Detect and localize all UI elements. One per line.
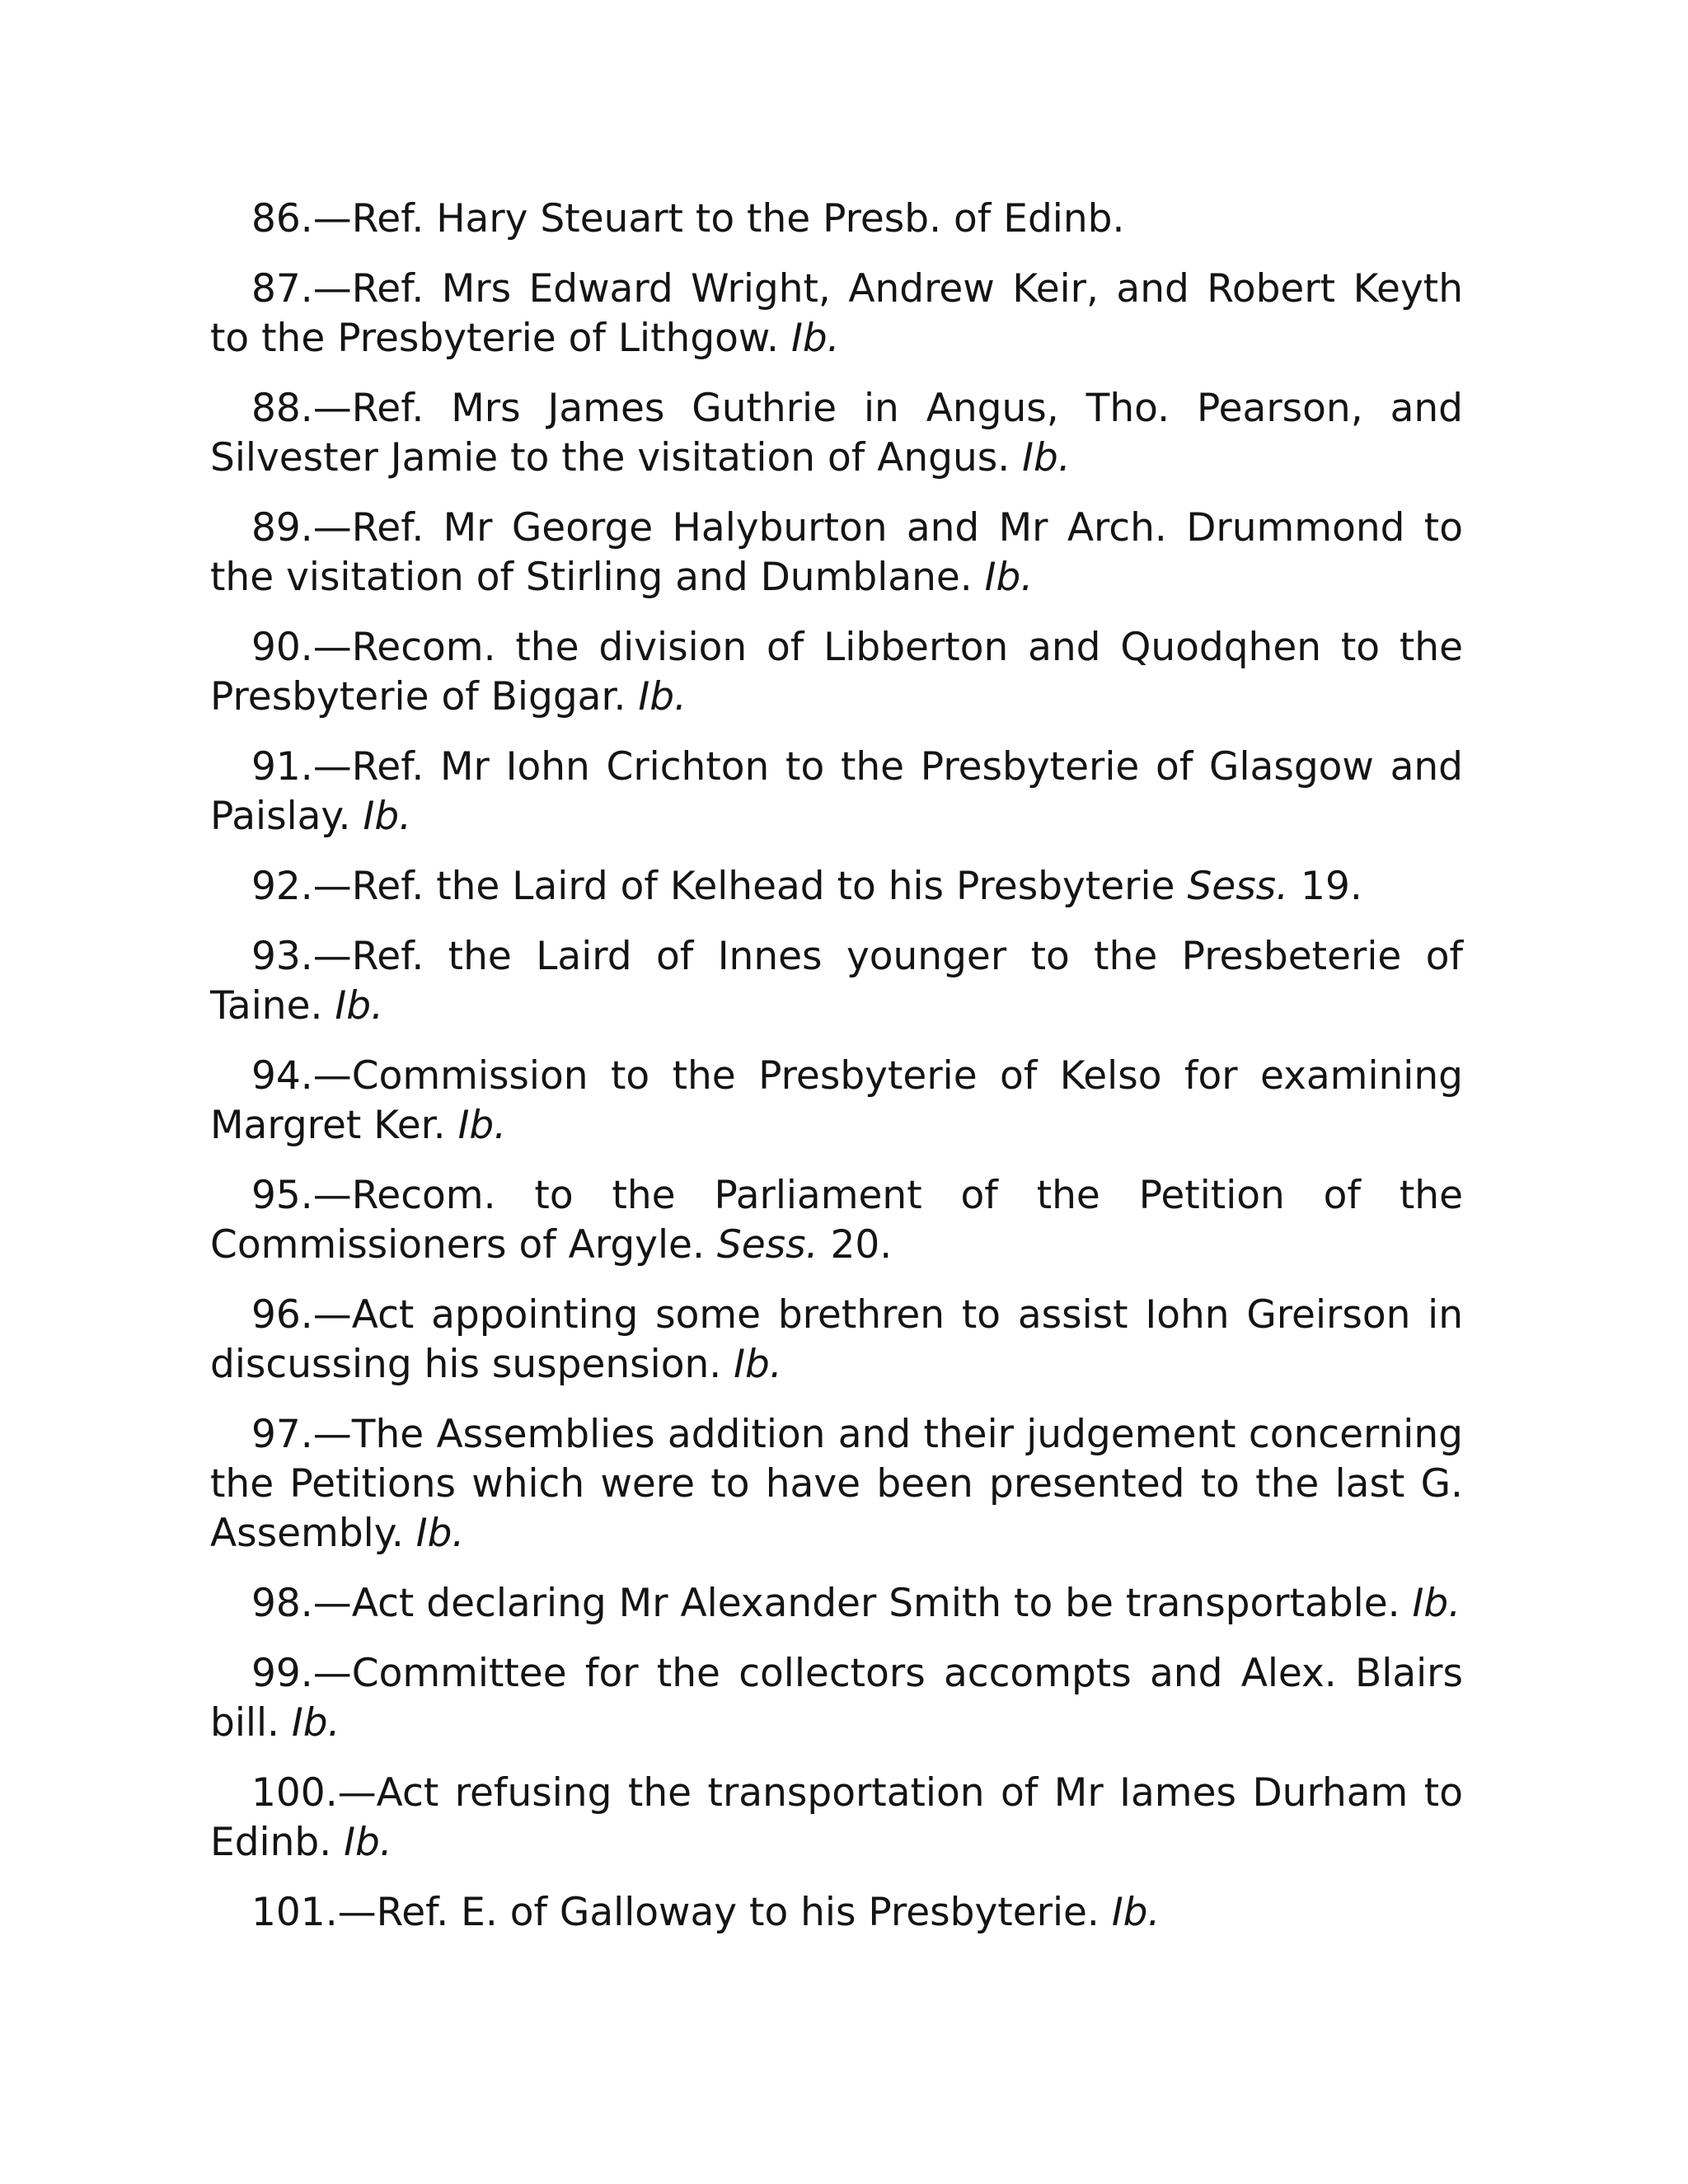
entry-reference: Ib. bbox=[984, 555, 1034, 600]
entry-text: 101.—Ref. E. of Galloway to his Presbyterie. bbox=[251, 1890, 1100, 1935]
entry-89 bbox=[210, 504, 1463, 602]
entry-text: 90.—Recom. the division of Libberton and Quodqhen to the Presbyterie of Biggar. bbox=[210, 625, 1463, 719]
entry-91 bbox=[210, 743, 1463, 841]
entry-reference: Ib. bbox=[457, 1103, 507, 1148]
entry-101 bbox=[210, 1888, 1463, 1938]
entry-reference: Ib. bbox=[790, 316, 840, 361]
entry-93 bbox=[210, 932, 1463, 1031]
entry-text: 99.—Committee for the collectors accompts and Alex. Blairs bill. bbox=[210, 1651, 1463, 1746]
entry-94 bbox=[210, 1052, 1463, 1151]
entry-86 bbox=[210, 194, 1463, 244]
entry-reference: Sess. bbox=[716, 1222, 818, 1268]
entry-99 bbox=[210, 1649, 1463, 1748]
entry-text: 96.—Act appointing some brethren to assist Iohn Greirson in discussing his suspension. bbox=[210, 1292, 1463, 1387]
entry-reference: Ib. bbox=[335, 983, 384, 1029]
entry-97 bbox=[210, 1410, 1463, 1558]
entry-reference: Sess. bbox=[1187, 864, 1289, 909]
entry-reference: Ib. bbox=[638, 674, 687, 719]
entry-text: 95.—Recom. to the Parliament of the Petition of the Commissioners of Argyle. bbox=[210, 1173, 1463, 1268]
entry-98 bbox=[210, 1579, 1463, 1629]
entry-session-number: 20. bbox=[818, 1222, 893, 1268]
entry-reference: Ib. bbox=[415, 1511, 465, 1556]
entry-text: 87.—Ref. Mrs Edward Wright, Andrew Keir, and Robert Keyth to the Presbyterie of Lithgow. bbox=[210, 266, 1463, 361]
entry-list bbox=[210, 194, 1463, 1938]
entry-100 bbox=[210, 1769, 1463, 1868]
entry-reference: Ib. bbox=[1022, 435, 1071, 480]
entry-text: 91.—Ref. Mr Iohn Crichton to the Presbyterie of Glasgow and Paislay. bbox=[210, 744, 1463, 839]
entry-text: 92.—Ref. the Laird of Kelhead to his Presbyterie bbox=[251, 864, 1175, 909]
entry-96 bbox=[210, 1291, 1463, 1390]
entry-88 bbox=[210, 384, 1463, 483]
entry-87 bbox=[210, 265, 1463, 363]
entry-95 bbox=[210, 1171, 1463, 1270]
entry-text: 93.—Ref. the Laird of Innes younger to the Presbeterie of Taine. bbox=[210, 934, 1463, 1029]
entry-reference: Ib. bbox=[363, 794, 412, 839]
entry-text: 100.—Act refusing the transportation of Mr Iames Durham to Edinb. bbox=[210, 1770, 1463, 1865]
entry-reference: Ib. bbox=[291, 1700, 340, 1746]
entry-session-number: 19. bbox=[1288, 864, 1362, 909]
entry-reference: Ib. bbox=[344, 1820, 392, 1865]
entry-reference: Ib. bbox=[734, 1342, 782, 1387]
entry-text: 98.—Act declaring Mr Alexander Smith to be transportable. bbox=[251, 1581, 1400, 1626]
entry-reference: Ib. bbox=[1111, 1890, 1160, 1935]
entry-text: 97.—The Assemblies addition and their judgement concerning the Petitions which were to have been presented to the last G. Assembly. bbox=[210, 1412, 1463, 1556]
entry-text: 86.—Ref. Hary Steuart to the Presb. of Edinb. bbox=[251, 196, 1125, 241]
entry-text: 88.—Ref. Mrs James Guthrie in Angus, Tho. Pearson, and Silvester Jamie to the visitation of Angus. bbox=[210, 386, 1463, 480]
entry-92 bbox=[210, 862, 1463, 912]
entry-text: 94.—Commission to the Presbyterie of Kelso for examining Margret Ker. bbox=[210, 1053, 1463, 1148]
entry-text: 89.—Ref. Mr George Halyburton and Mr Arch. Drummond to the visitation of Stirling and Dumblane. bbox=[210, 505, 1463, 600]
entry-90 bbox=[210, 623, 1463, 722]
entry-reference: Ib. bbox=[1412, 1581, 1461, 1626]
